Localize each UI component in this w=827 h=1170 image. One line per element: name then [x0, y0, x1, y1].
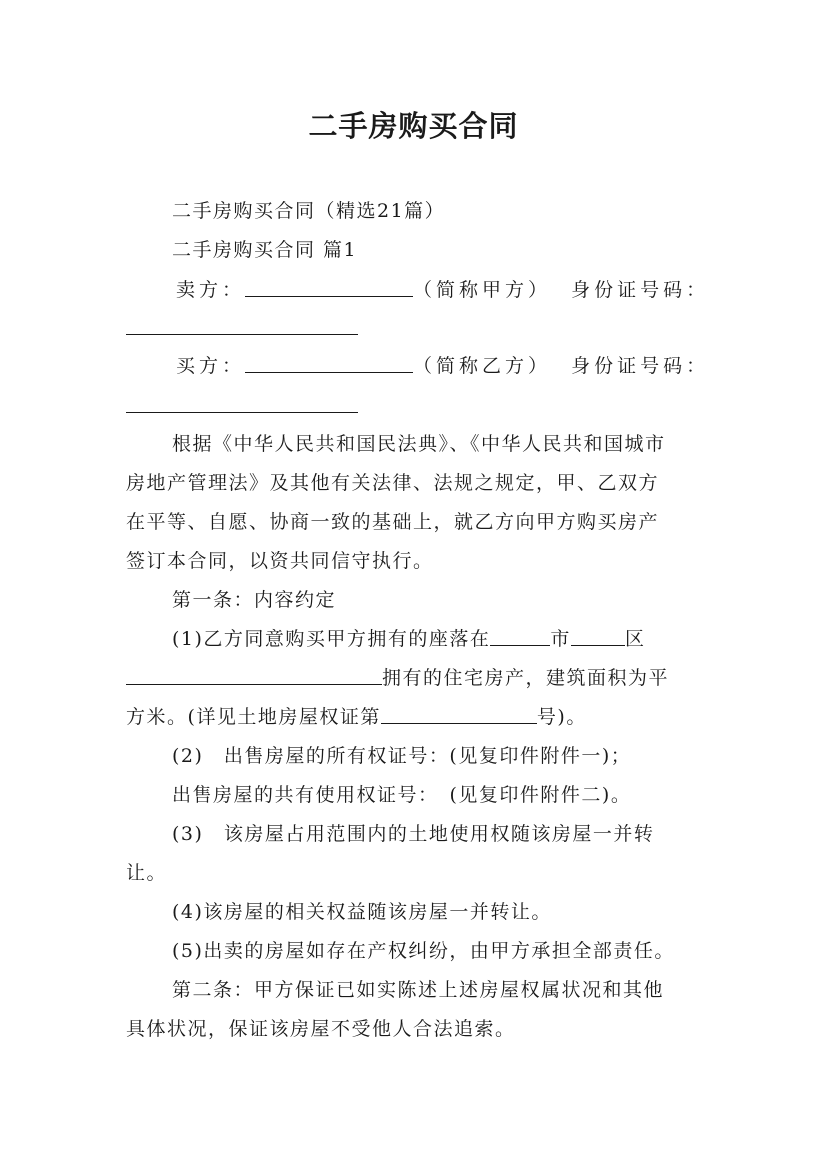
preamble-line: 房地产管理法》及其他有关法律、法规之规定，甲、乙双方	[126, 472, 660, 494]
seller-name-blank	[245, 278, 413, 297]
seller-label: 卖方：	[176, 279, 246, 301]
preamble-line: 签订本合同，以资共同信守执行。	[126, 550, 434, 572]
item5-line: (5)出卖的房屋如存在产权纠纷，由甲方承担全部责任。	[172, 940, 675, 962]
document-subtitle: 二手房购买合同（精选21篇）	[172, 200, 446, 222]
district-label: 区	[624, 628, 646, 650]
certificate-blank	[381, 705, 537, 724]
seller-suffix: （简称甲方）	[413, 279, 552, 301]
buyer-id-blank	[126, 412, 358, 413]
buyer-suffix: （简称乙方）	[413, 355, 552, 377]
district-blank	[571, 627, 625, 646]
buyer-id-label: 身份证号码：	[571, 355, 710, 377]
preamble-line: 在平等、自愿、协商一致的基础上，就乙方向甲方购买房产	[126, 511, 660, 533]
item1-line	[126, 666, 706, 690]
buyer-line	[176, 354, 756, 378]
city-blank	[490, 627, 550, 646]
preamble-line: 根据《中华人民共和国民法典》、《中华人民共和国城市	[172, 433, 666, 455]
city-label: 市	[550, 628, 571, 650]
seller-id-blank	[126, 334, 358, 335]
seller-id-label: 身份证号码：	[571, 279, 710, 301]
address-blank	[126, 666, 382, 685]
article2-line: 具体状况，保证该房屋不受他人合法追索。	[126, 1018, 516, 1040]
article1-heading: 第一条：内容约定	[172, 589, 337, 611]
item2-line: (2) 出售房屋的所有权证号：(见复印件附件一)；	[172, 745, 632, 767]
section-heading: 二手房购买合同 篇1	[172, 239, 358, 261]
item1-line	[126, 705, 706, 729]
document-title: 二手房购买合同	[308, 109, 519, 143]
item1-text: 方米。(详见土地房屋权证第	[126, 706, 381, 728]
buyer-name-blank	[245, 354, 413, 373]
item3-line: (3) 该房屋占用范围内的土地使用权随该房屋一并转	[172, 823, 655, 845]
article2-line: 第二条：甲方保证已如实陈述上述房屋权属状况和其他	[172, 979, 665, 1001]
item3-line: 让。	[126, 862, 168, 884]
item1-text: 号)。	[536, 706, 587, 728]
item4-line: (4)该房屋的相关权益随该房屋一并转让。	[172, 901, 552, 923]
item1-line	[172, 627, 752, 651]
seller-line	[176, 278, 756, 302]
buyer-label: 买方：	[176, 355, 246, 377]
item1-text: 拥有的住宅房产，建筑面积为平	[382, 667, 670, 689]
item2-line: 出售房屋的共有使用权证号： (见复印件附件二)。	[172, 784, 632, 806]
item1-text: (1)乙方同意购买甲方拥有的座落在	[172, 628, 491, 650]
